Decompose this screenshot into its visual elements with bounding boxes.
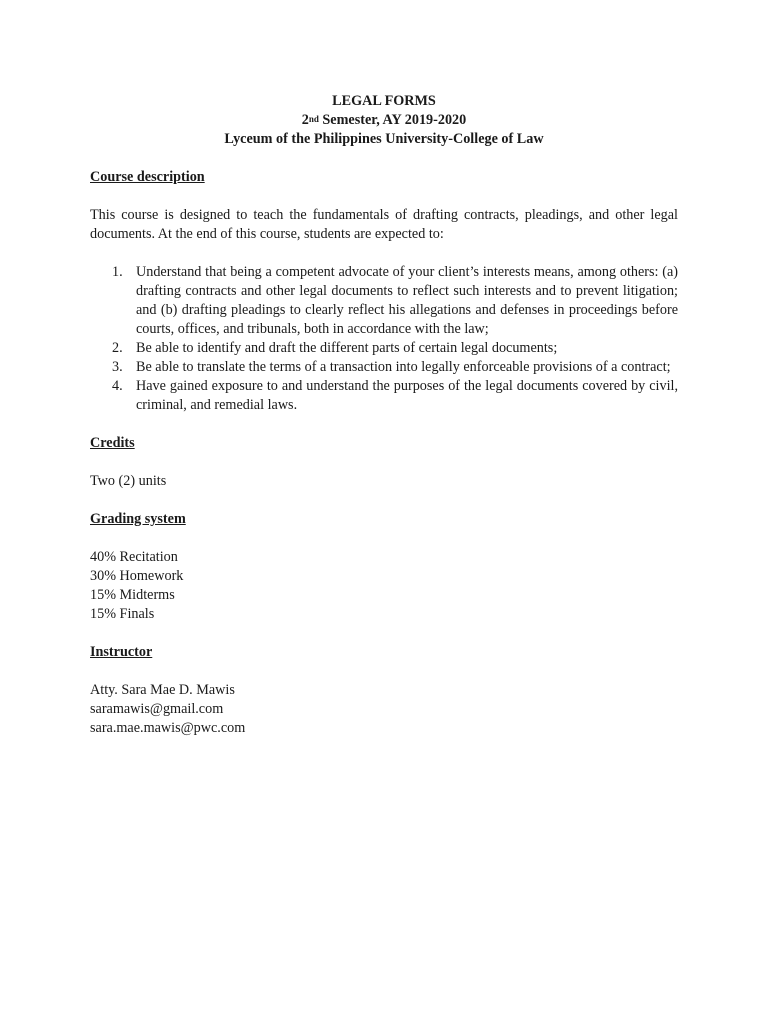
credits-value: Two (2) units <box>90 473 167 489</box>
institution-name: Lyceum of the Philippines University-College of Law <box>224 131 544 147</box>
list-item-text: Have gained exposure to and understand the purposes of the legal documents covered by civil, criminal, and remedial laws. <box>136 378 678 413</box>
list-item-number: 4. <box>112 378 123 394</box>
instructor-email-2: sara.mae.mawis@pwc.com <box>90 720 246 736</box>
course-description-intro: This course is designed to teach the fundamentals of drafting contracts, pleadings, and other legal documents. At the end of this course, students are expected to: <box>90 207 678 242</box>
credits-heading: Credits <box>90 435 135 451</box>
document-header <box>90 92 678 149</box>
grading-item: 40% Recitation <box>90 549 178 565</box>
grading-item: 15% Finals <box>90 606 155 622</box>
semester-ordinal-suffix: nd <box>308 114 319 124</box>
list-item <box>90 339 678 358</box>
semester-ordinal-num: 2 <box>301 112 309 128</box>
semester-rest: Semester, AY 2019-2020 <box>318 112 467 128</box>
semester-line <box>90 111 678 130</box>
list-item-text: Be able to identify and draft the different parts of certain legal documents; <box>136 340 558 356</box>
instructor-email-1: saramawis@gmail.com <box>90 701 224 717</box>
list-item-text: Be able to translate the terms of a transaction into legally enforceable provisions of a contract; <box>136 359 671 375</box>
list-item <box>90 263 678 339</box>
list-item-number: 3. <box>112 359 123 375</box>
grading-item: 30% Homework <box>90 568 184 584</box>
list-item-text: Understand that being a competent advocate of your client’s interests means, among others: (a) drafting contracts and other legal documents to reflect such interests and to prevent litigation; and (b) drafting pleadings to clearly reflect his allegations and defenses in proceedings before courts, offices, and tribunals, both in accordance with the law; <box>136 264 678 337</box>
list-item <box>90 377 678 415</box>
instructor-heading: Instructor <box>90 644 153 660</box>
list-item <box>90 358 678 377</box>
grading-item: 15% Midterms <box>90 587 175 603</box>
list-item-number: 2. <box>112 340 123 356</box>
document-title: LEGAL FORMS <box>332 93 436 109</box>
objectives-list <box>90 263 678 415</box>
instructor-name: Atty. Sara Mae D. Mawis <box>90 682 235 698</box>
list-item-number: 1. <box>112 264 123 280</box>
document-page <box>90 92 678 738</box>
course-description-heading: Course description <box>90 169 205 185</box>
grading-heading: Grading system <box>90 511 186 527</box>
